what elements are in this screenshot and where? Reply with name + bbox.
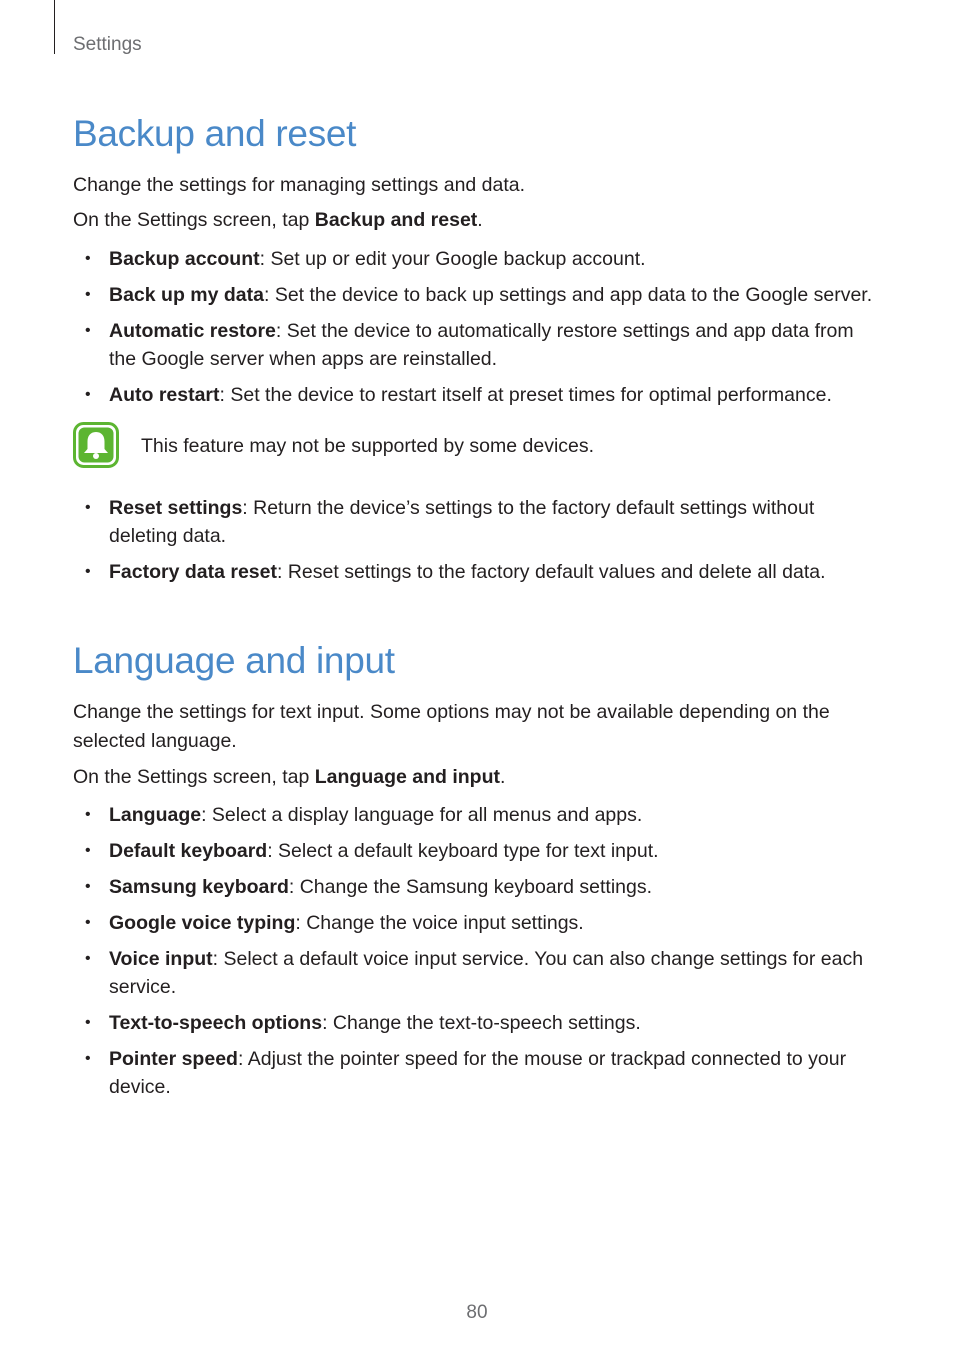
item-desc: : Select a default voice input service. You can also change settings for each service. xyxy=(109,948,864,998)
reset-options-list xyxy=(73,494,873,594)
item-desc: : Set the device to restart itself at preset times for optimal performance. xyxy=(219,384,832,406)
item-desc: : Return the device’s settings to the factory default settings without deleting data. xyxy=(109,497,815,547)
item-term: Backup account xyxy=(109,248,260,270)
language-options-list xyxy=(73,801,873,1109)
note-text: This feature may not be supported by some devices. xyxy=(141,435,595,457)
item-term: Back up my data xyxy=(109,284,264,306)
bullet-icon: • xyxy=(85,1050,91,1067)
language-intro: Change the settings for text input. Some options may not be available depending on the selected language. xyxy=(73,701,830,752)
item-desc: : Select a display language for all menus and apps. xyxy=(201,804,643,826)
bullet-icon: • xyxy=(85,499,91,516)
item-desc: : Set up or edit your Google backup account. xyxy=(259,248,646,270)
bullet-icon: • xyxy=(85,878,91,895)
bullet-icon: • xyxy=(85,1014,91,1031)
list-item xyxy=(73,317,873,373)
tap-target: Backup and reset xyxy=(314,209,478,231)
bullet-icon: • xyxy=(85,842,91,859)
tap-suffix: . xyxy=(477,209,483,231)
list-item xyxy=(73,909,873,937)
item-term: Factory data reset xyxy=(109,561,277,583)
backup-intro: Change the settings for managing settings and data. xyxy=(73,174,526,196)
item-desc: : Change the text-to-speech settings. xyxy=(322,1012,641,1034)
item-desc: : Reset settings to the factory default values and delete all data. xyxy=(277,561,826,583)
list-item xyxy=(73,245,873,273)
item-term: Google voice typing xyxy=(109,912,296,934)
bell-icon xyxy=(73,422,119,468)
item-desc: : Change the voice input settings. xyxy=(295,912,584,934)
item-term: Pointer speed xyxy=(109,1048,238,1070)
item-desc: : Change the Samsung keyboard settings. xyxy=(288,876,653,898)
tap-target: Language and input xyxy=(314,766,500,788)
bullet-icon: • xyxy=(85,563,91,580)
list-item xyxy=(73,801,873,829)
bullet-icon: • xyxy=(85,286,91,303)
item-term: Default keyboard xyxy=(109,840,268,862)
bullet-icon: • xyxy=(85,914,91,931)
tap-prefix: On the Settings screen, tap xyxy=(73,209,315,231)
note-box xyxy=(73,422,873,470)
item-term: Auto restart xyxy=(109,384,220,406)
list-item xyxy=(73,281,873,309)
item-term: Voice input xyxy=(109,948,213,970)
bullet-icon: • xyxy=(85,950,91,967)
list-item xyxy=(73,1045,873,1101)
section-title-backup: Backup and reset xyxy=(73,113,357,154)
item-term: Reset settings xyxy=(109,497,243,519)
item-desc: : Adjust the pointer speed for the mouse or trackpad connected to your device. xyxy=(109,1048,847,1098)
list-item xyxy=(73,945,873,1001)
tap-prefix: On the Settings screen, tap xyxy=(73,766,315,788)
list-item xyxy=(73,873,873,901)
list-item xyxy=(73,558,873,586)
item-desc: : Select a default keyboard type for text input. xyxy=(267,840,659,862)
tap-suffix: . xyxy=(499,766,506,788)
list-item xyxy=(73,381,873,409)
list-item xyxy=(73,1009,873,1037)
bullet-icon: • xyxy=(85,322,91,339)
list-item xyxy=(73,837,873,865)
backup-options-list xyxy=(73,245,873,417)
bullet-icon: • xyxy=(85,806,91,823)
running-header: Settings xyxy=(73,34,142,55)
bullet-icon: • xyxy=(85,250,91,267)
bullet-icon: • xyxy=(85,386,91,403)
page-number: 80 xyxy=(466,1302,488,1323)
section-title-language: Language and input xyxy=(73,640,395,681)
item-term: Text-to-speech options xyxy=(109,1012,323,1034)
item-term: Samsung keyboard xyxy=(109,876,289,898)
header-rule xyxy=(54,0,55,54)
list-item xyxy=(73,494,873,550)
language-tap-instruction xyxy=(73,763,863,792)
item-term: Automatic restore xyxy=(109,320,276,342)
item-desc: : Set the device to automatically restore settings and app data from the Google server when apps are reinstalled. xyxy=(109,320,854,370)
backup-tap-instruction xyxy=(73,206,863,235)
item-desc: : Set the device to back up settings and app data to the Google server. xyxy=(263,284,873,306)
item-term: Language xyxy=(109,804,202,826)
